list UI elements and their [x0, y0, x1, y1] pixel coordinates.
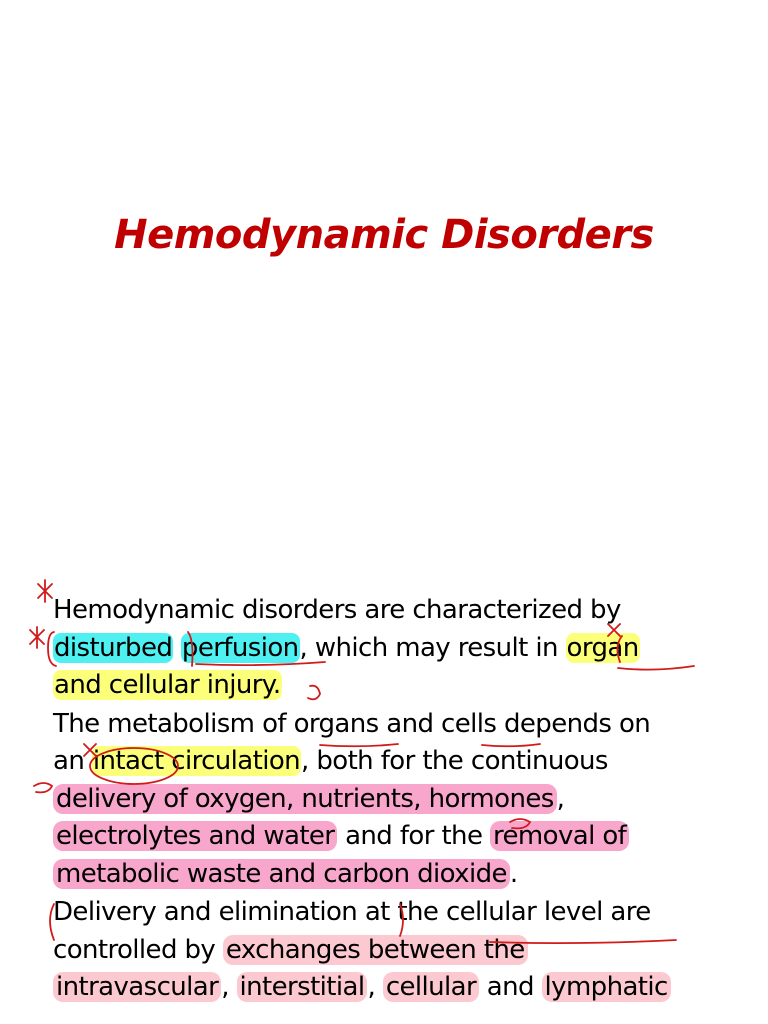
text-run: controlled by [53, 934, 223, 965]
highlight-pink: electrolytes and water [53, 821, 337, 851]
text-line [53, 706, 753, 744]
text-run: , both for the continuous [301, 746, 608, 776]
highlight-light-pink: cellular [383, 972, 479, 1002]
text-run: and for the [337, 821, 490, 851]
highlight-cyan: disturbed [54, 632, 173, 663]
paragraph-1 [53, 592, 753, 705]
slide-title: Hemodynamic Disorders [114, 212, 654, 258]
text-line [53, 743, 753, 781]
text-line [53, 932, 753, 970]
highlight-light-pink: exchanges between the [223, 935, 528, 965]
paragraph-3 [53, 894, 753, 1007]
slide-body [53, 592, 753, 1008]
highlight-yellow: and cellular injury. [54, 670, 281, 700]
text-run: Hemodynamic disorders are characterized by [53, 595, 621, 625]
highlight-yellow: intact circulation [92, 746, 301, 776]
text-run: and [479, 972, 542, 1002]
highlight-yellow: organ [566, 632, 639, 663]
asterisk-icon [38, 580, 52, 602]
highlight-light-pink: lymphatic [542, 972, 671, 1002]
circle-mark [34, 783, 52, 792]
text-run: Delivery and elimination at the cellular level are [53, 897, 651, 927]
text-run: , [556, 783, 565, 814]
highlight-pink: metabolic waste and carbon dioxide [53, 859, 510, 889]
text-line [53, 969, 753, 1007]
highlight-cyan: perfusion [181, 632, 299, 663]
text-run: , which may result in [299, 632, 566, 663]
text-run: . [509, 858, 518, 889]
text-line [53, 818, 753, 856]
text-run: , [367, 972, 383, 1002]
text-run: The metabolism of organs and cells depends on [53, 708, 651, 739]
highlight-light-pink: interstitial [237, 972, 368, 1002]
text-line [53, 856, 753, 894]
highlight-pink: removal of [490, 821, 629, 851]
highlight-pink: delivery of oxygen, nutrients, hormones [53, 784, 557, 814]
text-run [173, 633, 181, 663]
text-line [53, 630, 753, 668]
text-line [53, 667, 753, 705]
text-line [53, 781, 753, 819]
text-line [53, 894, 753, 932]
text-line [53, 592, 753, 630]
highlight-light-pink: intravascular [53, 972, 221, 1002]
text-run: an [53, 746, 92, 776]
asterisk-icon [30, 627, 44, 648]
text-run: , [221, 972, 237, 1002]
paragraph-2 [53, 706, 753, 894]
